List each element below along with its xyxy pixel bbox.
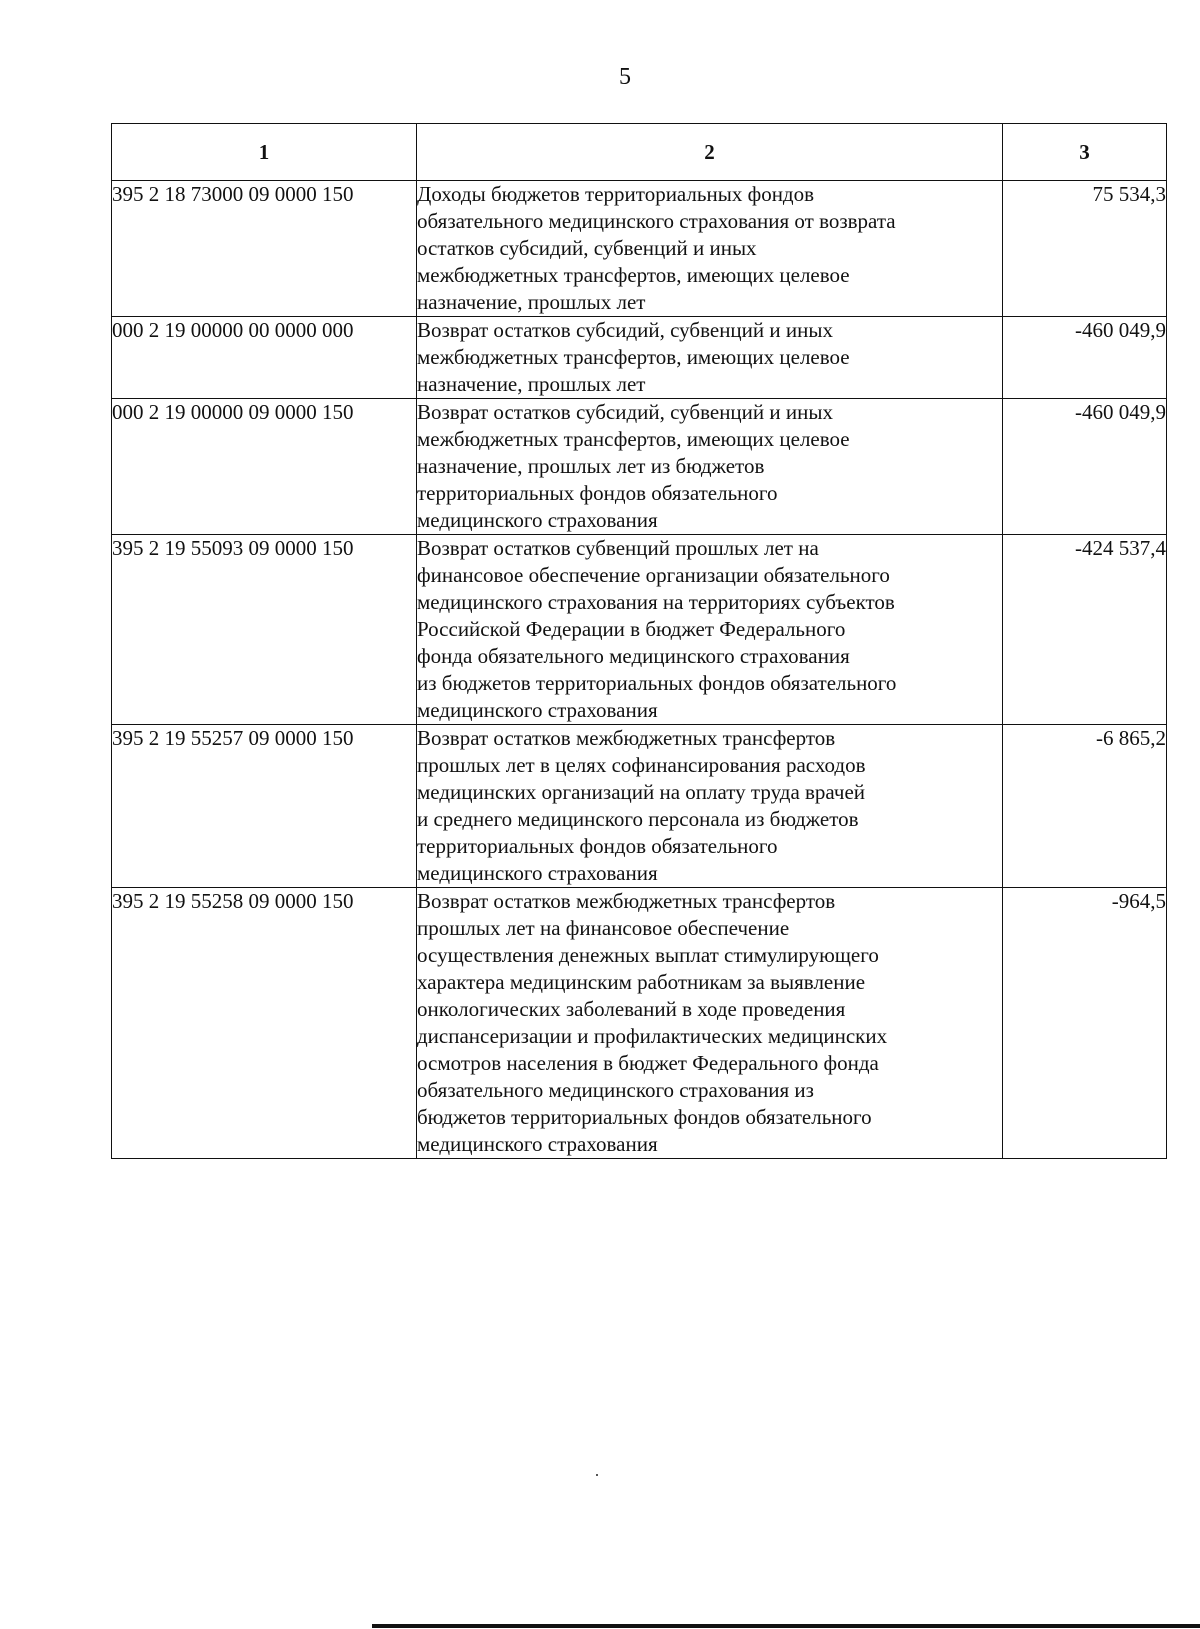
description-line: бюджетов территориальных фондов обязательного (417, 1105, 872, 1129)
description-line: остатков субсидий, субвенций и иных (417, 236, 757, 260)
description-line: Возврат остатков субсидий, субвенций и иных (417, 318, 833, 342)
budget-code-cell: 395 2 19 55093 09 0000 150 (112, 535, 417, 725)
description-line: осмотров населения в бюджет Федерального фонда (417, 1051, 879, 1075)
budget-code-cell: 000 2 19 00000 09 0000 150 (112, 399, 417, 535)
description-line: диспансеризации и профилактических медицинских (417, 1024, 888, 1048)
description-line: медицинского страхования (417, 508, 658, 532)
description-line: назначение, прошлых лет из бюджетов (417, 454, 765, 478)
budget-code-cell: 395 2 19 55257 09 0000 150 (112, 725, 417, 888)
description-line: медицинских организаций на оплату труда врачей (417, 780, 866, 804)
description-line: Возврат остатков субсидий, субвенций и иных (417, 400, 833, 424)
description-cell (417, 888, 1003, 1159)
description-line: медицинского страхования (417, 698, 658, 722)
description-line: финансовое обеспечение организации обязательного (417, 563, 890, 587)
description-cell (417, 317, 1003, 399)
amount-cell: -964,5 (1003, 888, 1167, 1159)
bottom-rule (372, 1624, 1200, 1628)
table-row (112, 535, 1167, 725)
column-header-description: 2 (417, 124, 1003, 181)
amount-cell: 75 534,3 (1003, 181, 1167, 317)
header-row (112, 124, 1167, 181)
description-line: Возврат остатков межбюджетных трансфертов (417, 726, 836, 750)
description-line: осуществления денежных выплат стимулирующего (417, 943, 879, 967)
table-row (112, 888, 1167, 1159)
column-header-code: 1 (112, 124, 417, 181)
budget-table (111, 123, 1167, 1159)
description-cell (417, 399, 1003, 535)
description-line: онкологических заболеваний в ходе проведения (417, 997, 846, 1021)
description-line: территориальных фондов обязательного (417, 834, 778, 858)
description-line: Возврат остатков межбюджетных трансфертов (417, 889, 836, 913)
budget-code-cell: 395 2 18 73000 09 0000 150 (112, 181, 417, 317)
description-line: Российской Федерации в бюджет Федерального (417, 617, 846, 641)
description-line: Возврат остатков субвенций прошлых лет на (417, 536, 819, 560)
table-row (112, 725, 1167, 888)
description-line: характера медицинским работникам за выявление (417, 970, 866, 994)
description-cell (417, 535, 1003, 725)
description-line: межбюджетных трансфертов, имеющих целевое (417, 263, 850, 287)
description-line: межбюджетных трансфертов, имеющих целевое (417, 427, 850, 451)
description-line: прошлых лет на финансовое обеспечение (417, 916, 790, 940)
table-row (112, 181, 1167, 317)
table-row (112, 317, 1167, 399)
description-line: назначение, прошлых лет (417, 290, 646, 314)
description-line: межбюджетных трансфертов, имеющих целевое (417, 345, 850, 369)
description-line: медицинского страхования (417, 1132, 658, 1156)
description-cell (417, 181, 1003, 317)
amount-cell: -6 865,2 (1003, 725, 1167, 888)
page-number: 5 (619, 64, 631, 90)
description-line: Доходы бюджетов территориальных фондов (417, 182, 815, 206)
description-line: обязательного медицинского страхования от возврата (417, 209, 896, 233)
table-row (112, 399, 1167, 535)
description-line: обязательного медицинского страхования из (417, 1078, 814, 1102)
column-header-amount: 3 (1003, 124, 1167, 181)
amount-cell: -460 049,9 (1003, 317, 1167, 399)
budget-code-cell: 000 2 19 00000 00 0000 000 (112, 317, 417, 399)
amount-cell: -424 537,4 (1003, 535, 1167, 725)
description-line: фонда обязательного медицинского страхования (417, 644, 850, 668)
description-line: из бюджетов территориальных фондов обязательного (417, 671, 897, 695)
description-line: медицинского страхования на территориях субъектов (417, 590, 895, 614)
table-body (112, 181, 1167, 1159)
description-cell (417, 725, 1003, 888)
description-line: и среднего медицинского персонала из бюджетов (417, 807, 859, 831)
description-line: назначение, прошлых лет (417, 372, 646, 396)
table-header (112, 124, 1167, 181)
description-line: медицинского страхования (417, 861, 658, 885)
description-line: прошлых лет в целях софинансирования расходов (417, 753, 866, 777)
scan-speck (596, 1474, 598, 1476)
description-line: территориальных фондов обязательного (417, 481, 778, 505)
budget-code-cell: 395 2 19 55258 09 0000 150 (112, 888, 417, 1159)
amount-cell: -460 049,9 (1003, 399, 1167, 535)
